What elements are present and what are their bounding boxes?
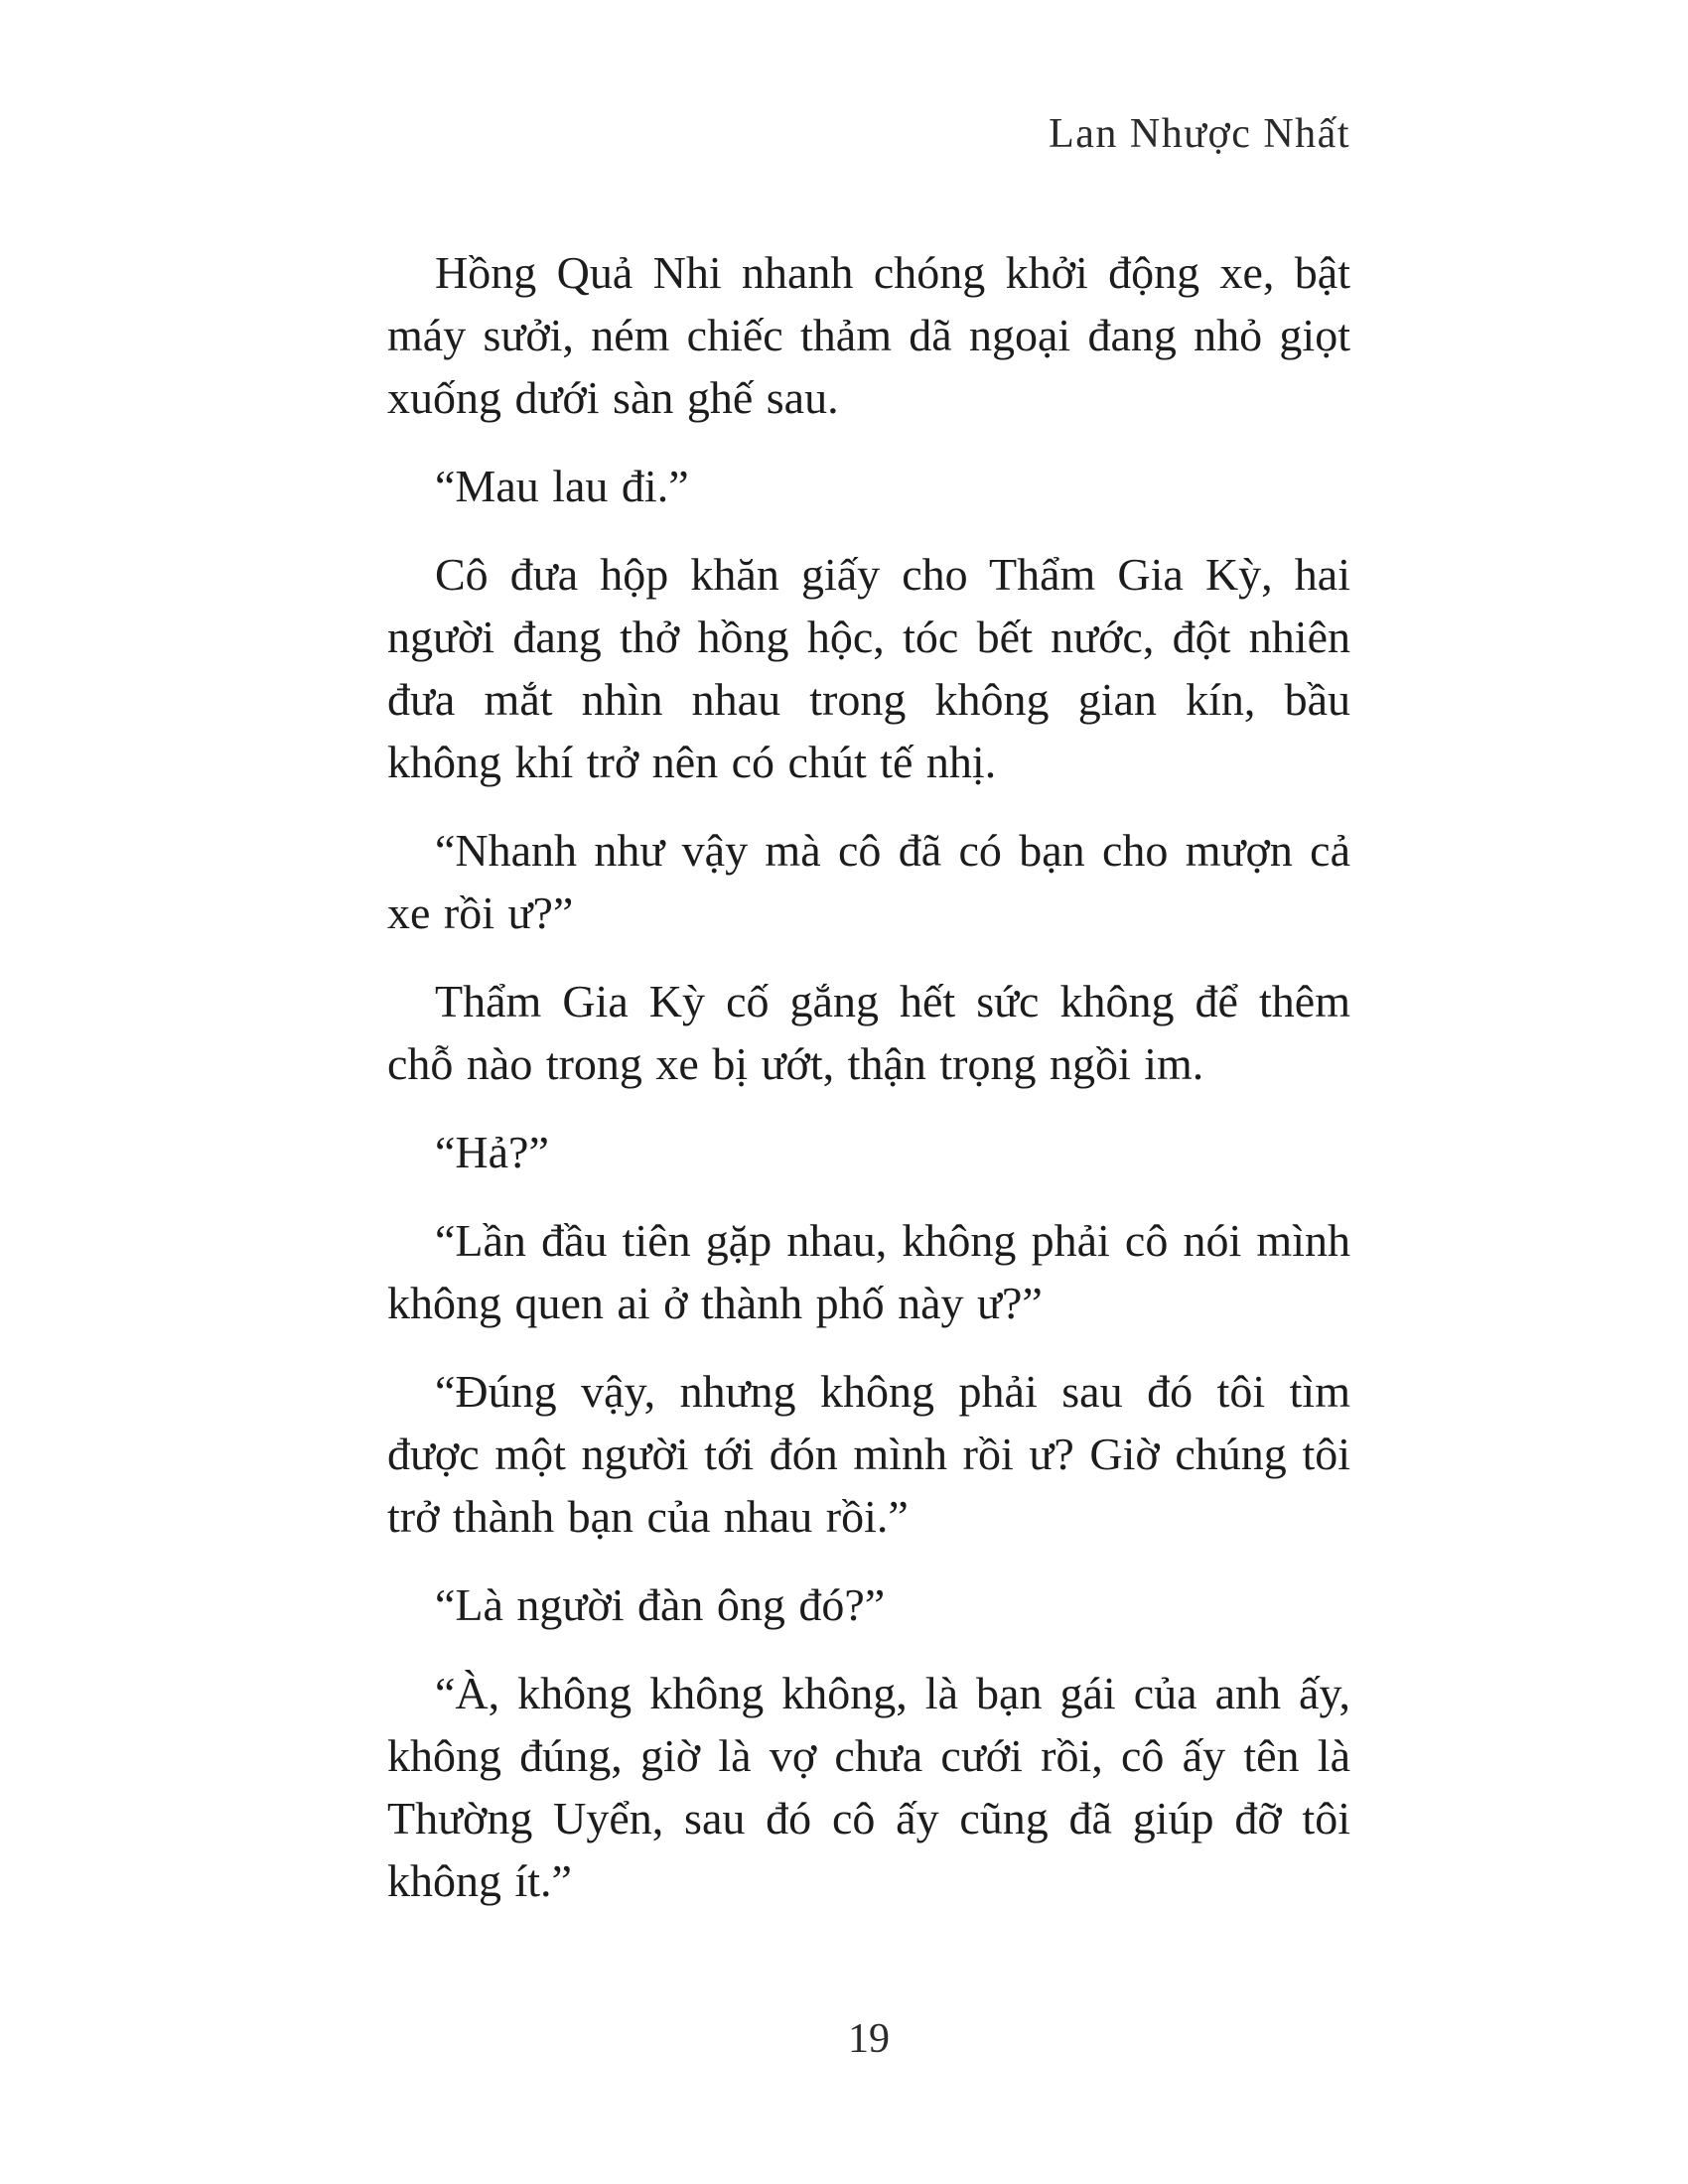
paragraph: “Đúng vậy, nhưng không phải sau đó tôi tìm được một người tới đón mình rồi ư? Giờ chúng tôi trở thành bạn của nhau rồi.” bbox=[387, 1366, 1350, 1542]
paragraph: “Là người đàn ông đó?” bbox=[435, 1579, 886, 1630]
page-number: 19 bbox=[848, 2016, 890, 2062]
paragraph: “À, không không không, là bạn gái của anh ấy, không đúng, giờ là vợ chưa cưới rồi, cô ấy tên là Thường Uyển, sau đó cô ấy cũng đã giúp đỡ tôi không ít.” bbox=[387, 1668, 1350, 1906]
paragraph: Hồng Quả Nhi nhanh chóng khởi động xe, bật máy sưởi, ném chiếc thảm dã ngoại đang nhỏ giọt xuống dưới sàn ghế sau. bbox=[387, 247, 1350, 423]
running-head: Lan Nhược Nhất bbox=[1049, 111, 1350, 157]
paragraph: Cô đưa hộp khăn giấy cho Thẩm Gia Kỳ, hai người đang thở hồng hộc, tóc bết nước, đột nhiên đưa mắt nhìn nhau trong không gian kín, bầu không khí trở nên có chút tế nhị. bbox=[387, 549, 1350, 787]
paragraph: “Nhanh như vậy mà cô đã có bạn cho mượn cả xe rồi ư?” bbox=[387, 825, 1350, 938]
paragraph: “Lần đầu tiên gặp nhau, không phải cô nói mình không quen ai ở thành phố này ư?” bbox=[387, 1215, 1350, 1328]
paragraph: Thẩm Gia Kỳ cố gắng hết sức không để thêm chỗ nào trong xe bị ướt, thận trọng ngồi im. bbox=[387, 976, 1350, 1089]
paragraph: “Mau lau đi.” bbox=[435, 461, 689, 511]
body-text bbox=[387, 241, 1350, 1938]
paragraph: “Hả?” bbox=[435, 1127, 549, 1177]
